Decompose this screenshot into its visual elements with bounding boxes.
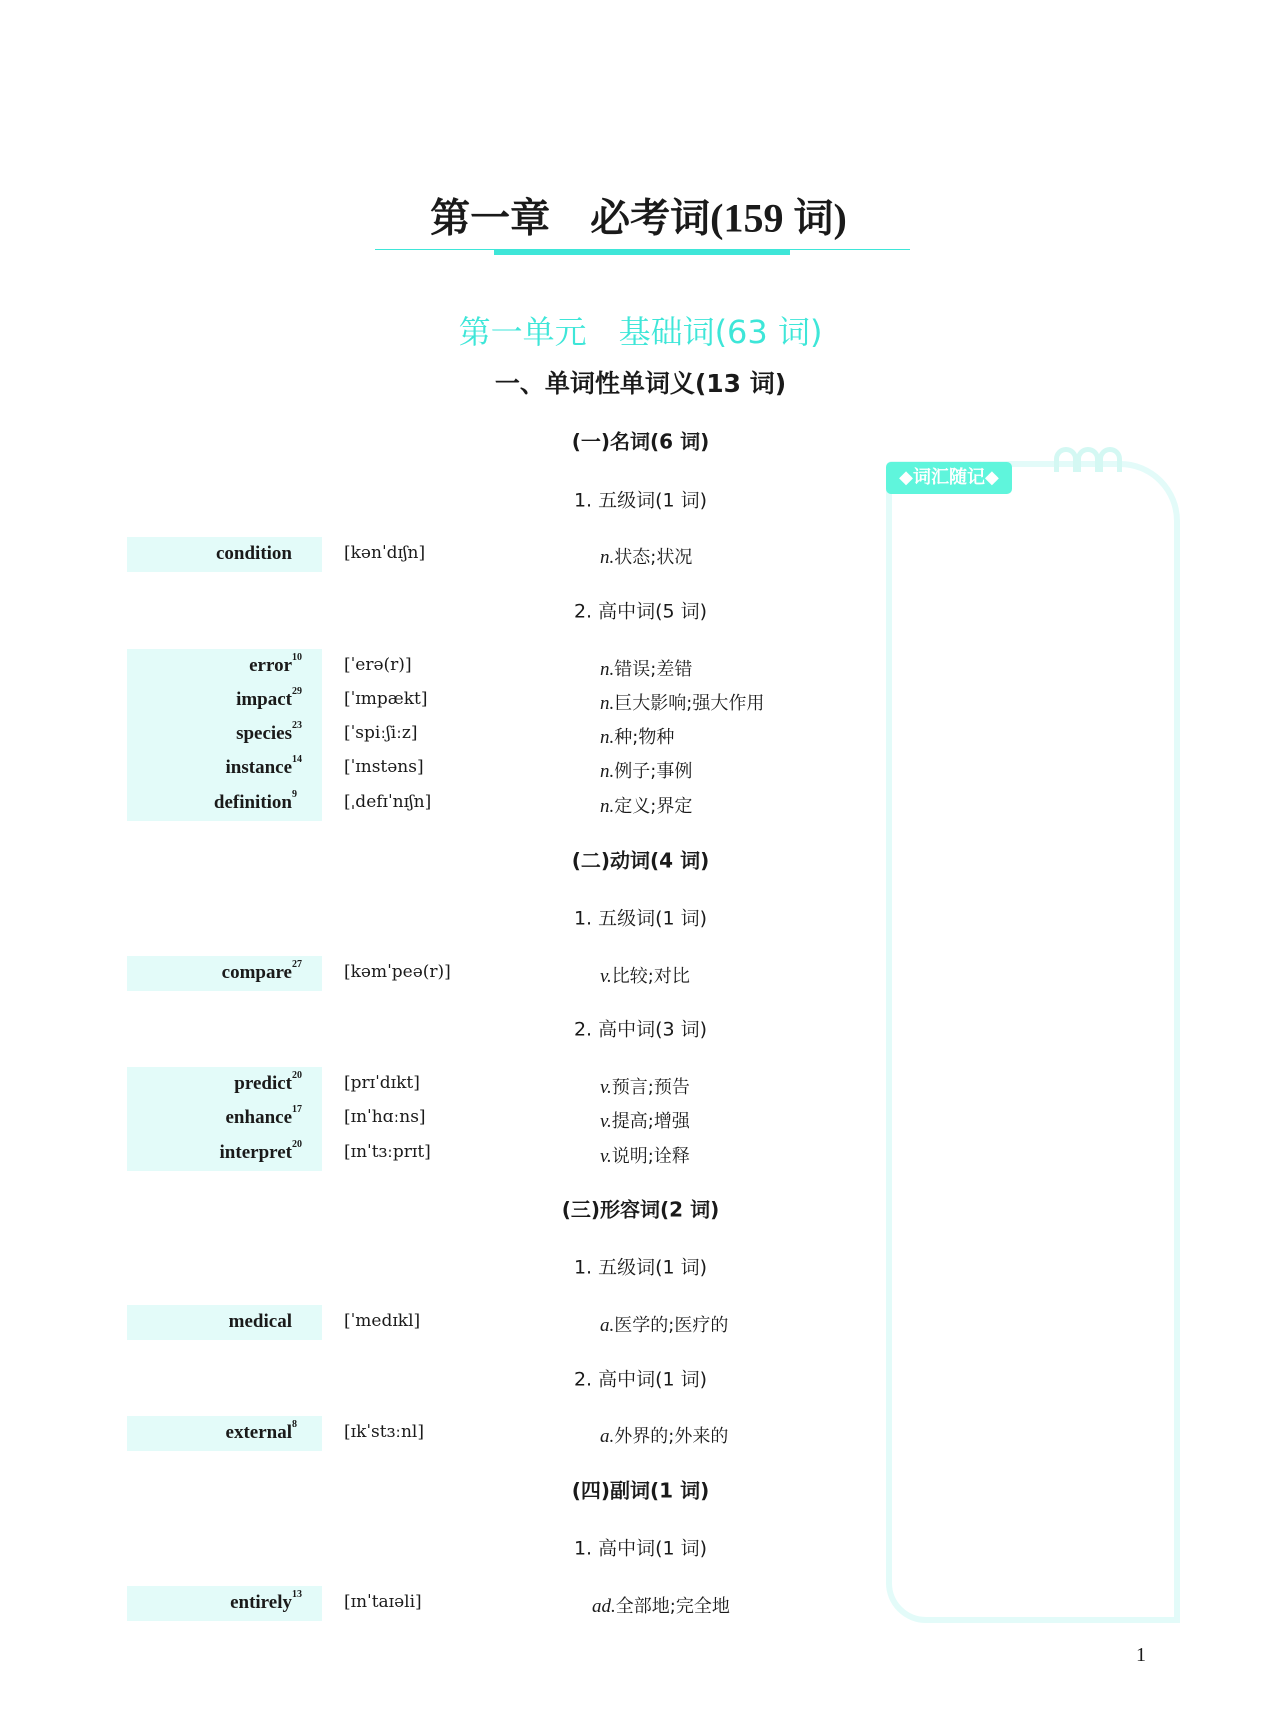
phonetic: [ˌdefɪˈnɪʃn] (344, 792, 432, 812)
part-of-speech: n. (600, 727, 615, 748)
part-of-speech: v. (600, 966, 612, 987)
word-text: definition (213, 792, 292, 813)
part-of-speech: n. (600, 547, 615, 568)
level-heading: 1. 五级词(1 词) (573, 1256, 708, 1279)
meaning: 例子;事例 (614, 761, 693, 782)
part-of-speech: a. (600, 1426, 615, 1447)
frequency-count: 20 (292, 1139, 302, 1150)
headword (216, 543, 292, 565)
part-of-speech: n. (600, 761, 615, 782)
phonetic: [ˈmedɪkl] (344, 1311, 421, 1331)
phonetic: [ɪnˈtɜːprɪt] (344, 1142, 431, 1162)
phonetic: [ɪnˈhɑːns] (344, 1107, 426, 1127)
level-heading: 1. 五级词(1 词) (573, 907, 708, 930)
word-entry (0, 649, 880, 683)
definition (600, 792, 692, 818)
meaning: 医学的;医疗的 (614, 1315, 729, 1336)
word-text: error (249, 655, 292, 676)
level-heading: 2. 高中词(1 词) (573, 1368, 708, 1391)
headword (225, 1104, 302, 1129)
word-entry (0, 956, 880, 990)
word-entry (0, 1586, 880, 1620)
word-entry (0, 1416, 880, 1450)
frequency-count: 17 (292, 1104, 302, 1115)
meaning: 状态;状况 (614, 547, 693, 568)
word-text: external (225, 1422, 292, 1443)
word-text: predict (234, 1073, 292, 1094)
definition (600, 962, 690, 988)
word-text: compare (221, 962, 292, 983)
phonetic: [ˈɪmpækt] (344, 689, 428, 709)
word-text: impact (236, 689, 292, 710)
part-of-speech: n. (600, 659, 615, 680)
group-title-adv: (四)副词(1 词) (571, 1478, 710, 1503)
headword (225, 1419, 297, 1444)
word-text: interpret (219, 1142, 292, 1163)
phonetic: [ɪkˈstɜːnl] (344, 1422, 424, 1442)
level-heading: 1. 五级词(1 词) (573, 489, 708, 512)
meaning: 种;物种 (614, 727, 675, 748)
meaning: 全部地;完全地 (615, 1596, 730, 1617)
definition (600, 689, 764, 715)
definition (600, 1073, 690, 1099)
word-entry (0, 751, 880, 785)
definition (600, 1422, 728, 1448)
page-number: 1 (1136, 1644, 1146, 1666)
word-text: species (236, 723, 292, 744)
group-title-verb: (二)动词(4 词) (571, 848, 710, 873)
word-entry (0, 1067, 880, 1101)
word-text: entirely (230, 1592, 292, 1613)
word-entry (0, 537, 880, 571)
word-entry (0, 1305, 880, 1339)
title-accent-bar (494, 249, 790, 255)
group-title-adj: (三)形容词(2 词) (561, 1197, 720, 1222)
definition (600, 543, 692, 569)
headword (229, 1311, 292, 1333)
headword (213, 789, 297, 814)
word-entry (0, 786, 880, 820)
headword (225, 754, 302, 779)
word-entry (0, 683, 880, 717)
part-of-speech: n. (600, 693, 615, 714)
frequency-count: 8 (292, 1419, 297, 1430)
section-title: 一、单词性单词义(13 词) (494, 369, 787, 398)
word-text: condition (215, 543, 292, 564)
word-entry (0, 717, 880, 751)
frequency-count: 27 (292, 959, 302, 970)
phonetic: [ˈspiːʃiːz] (344, 723, 418, 743)
level-heading: 2. 高中词(3 词) (573, 1018, 708, 1041)
frequency-count: 23 (292, 720, 302, 731)
headword (234, 1070, 302, 1095)
phonetic: [prɪˈdɪkt] (344, 1073, 420, 1093)
phonetic: [kəmˈpeə(r)] (344, 962, 451, 982)
meaning: 说明;诠释 (611, 1146, 690, 1167)
headword (221, 959, 302, 984)
definition (600, 723, 674, 749)
meaning: 比较;对比 (611, 966, 690, 987)
definition (600, 1142, 690, 1168)
headword (236, 686, 302, 711)
frequency-count: 20 (292, 1070, 302, 1081)
part-of-speech: n. (600, 796, 615, 817)
part-of-speech: v. (600, 1146, 612, 1167)
word-text: medical (228, 1311, 292, 1332)
word-entry (0, 1101, 880, 1135)
notes-tag: ◆词汇随记◆ (886, 462, 1012, 494)
chapter-title: 第一章 必考词(159 词) (430, 195, 847, 241)
level-heading: 1. 高中词(1 词) (573, 1537, 708, 1560)
level-heading: 2. 高中词(5 词) (573, 600, 708, 623)
notes-panel (886, 461, 1180, 1623)
meaning: 巨大影响;强大作用 (614, 693, 765, 714)
part-of-speech: ad. (592, 1596, 616, 1617)
headword (230, 1589, 302, 1614)
headword (219, 1139, 302, 1164)
definition (600, 1107, 690, 1133)
meaning: 错误;差错 (614, 659, 693, 680)
word-entry (0, 1136, 880, 1170)
phonetic: [kənˈdɪʃn] (344, 543, 426, 563)
phonetic: [ɪnˈtaɪəli] (344, 1592, 422, 1612)
definition (600, 757, 692, 783)
frequency-count: 13 (292, 1589, 302, 1600)
headword (236, 720, 302, 745)
definition (600, 655, 692, 681)
definition (600, 1311, 728, 1337)
phonetic: [ˈɪnstəns] (344, 757, 424, 777)
headword (249, 652, 302, 677)
unit-title: 第一单元 基础词(63 词) (458, 313, 823, 351)
part-of-speech: a. (600, 1315, 615, 1336)
word-text: enhance (225, 1107, 292, 1128)
frequency-count: 9 (292, 789, 297, 800)
meaning: 提高;增强 (611, 1111, 690, 1132)
group-title-noun: (一)名词(6 词) (571, 429, 710, 454)
frequency-count: 10 (292, 652, 302, 663)
meaning: 预言;预告 (611, 1077, 690, 1098)
frequency-count: 14 (292, 754, 302, 765)
part-of-speech: v. (600, 1111, 612, 1132)
word-text: instance (225, 757, 292, 778)
definition (592, 1592, 730, 1618)
part-of-speech: v. (600, 1077, 612, 1098)
meaning: 定义;界定 (614, 796, 693, 817)
meaning: 外界的;外来的 (614, 1426, 729, 1447)
phonetic: [ˈerə(r)] (344, 655, 412, 675)
frequency-count: 29 (292, 686, 302, 697)
